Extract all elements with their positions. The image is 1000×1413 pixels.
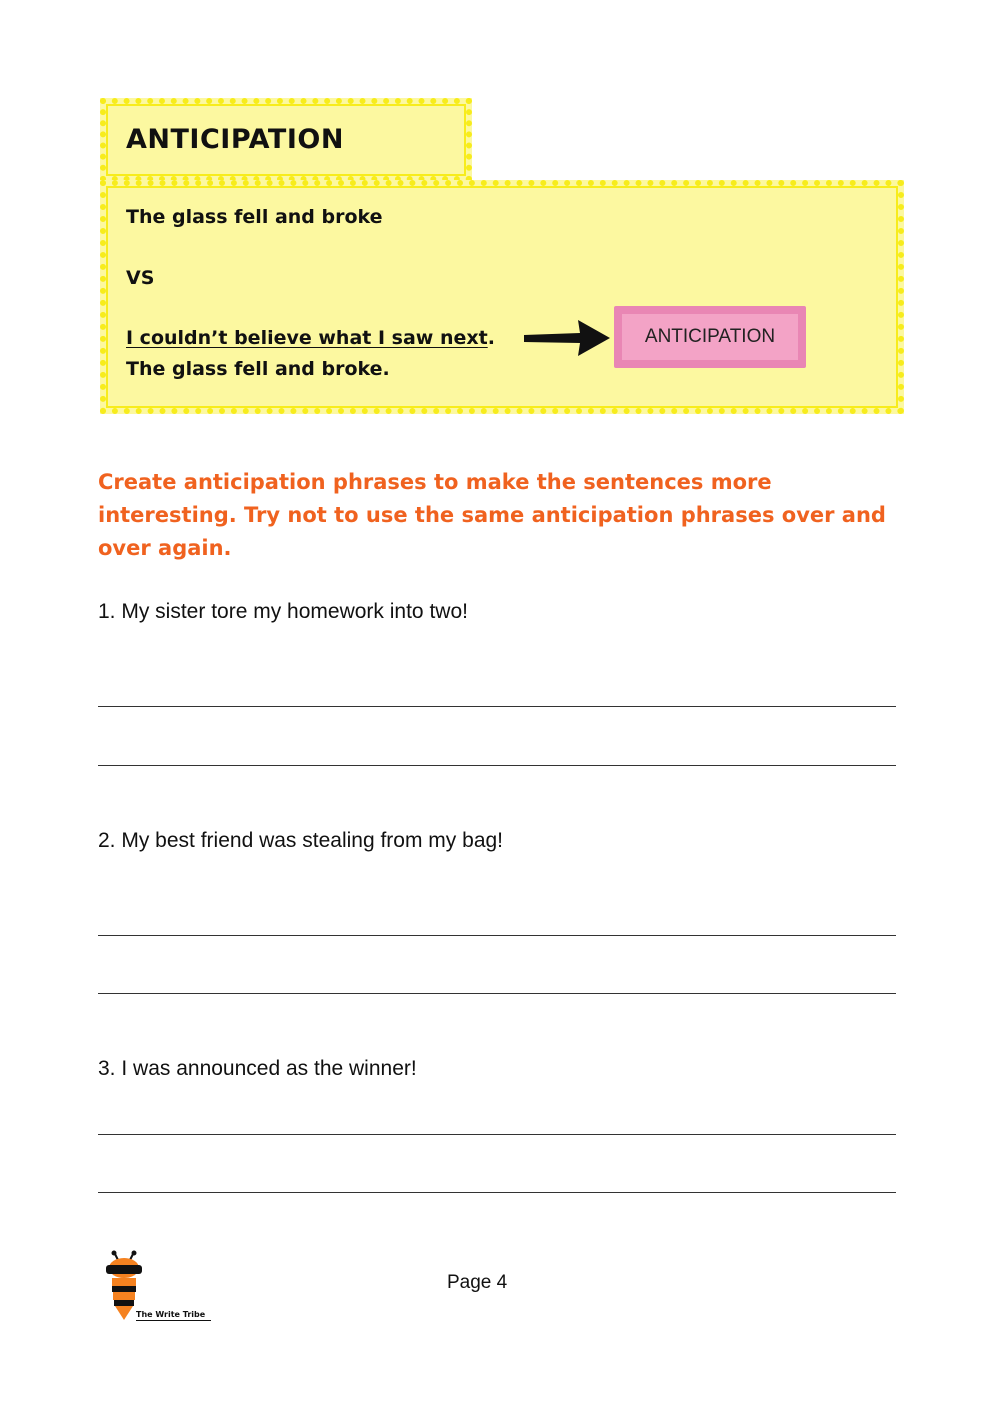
answer-line[interactable]	[98, 993, 896, 994]
page-number: Page 4	[447, 1272, 508, 1293]
question-text: My sister tore my homework into two!	[121, 600, 468, 623]
answer-line[interactable]	[98, 765, 896, 766]
anticipation-label-box	[614, 306, 806, 368]
question-number: 3.	[98, 1057, 116, 1080]
answer-line[interactable]	[98, 935, 896, 936]
example-line-anticipation	[126, 327, 495, 349]
anticipation-label: ANTICIPATION	[622, 314, 798, 360]
question-3	[98, 1057, 417, 1081]
answer-line[interactable]	[98, 706, 896, 707]
question-text: I was announced as the winner!	[121, 1057, 417, 1080]
question-number: 2.	[98, 829, 116, 852]
question-2	[98, 829, 503, 853]
question-text: My best friend was stealing from my bag!	[121, 829, 504, 852]
example-versus: VS	[126, 267, 155, 289]
question-1	[98, 600, 468, 624]
answer-line[interactable]	[98, 1192, 896, 1193]
box-title: ANTICIPATION	[126, 124, 344, 155]
example-line-plain: The glass fell and broke	[126, 206, 383, 228]
instructions: Create anticipation phrases to make the sentences more interesting. Try not to use the same anticipation phrases over and over again.	[98, 470, 886, 560]
question-number: 1.	[98, 600, 116, 623]
answer-line[interactable]	[98, 1134, 896, 1135]
right-arrow-icon	[522, 316, 614, 360]
anticipation-phrase: I couldn’t believe what I saw next	[126, 327, 488, 349]
logo-text: The Write Tribe	[136, 1310, 211, 1321]
anticipation-period: .	[487, 327, 495, 349]
example-line-result: The glass fell and broke.	[126, 358, 390, 380]
